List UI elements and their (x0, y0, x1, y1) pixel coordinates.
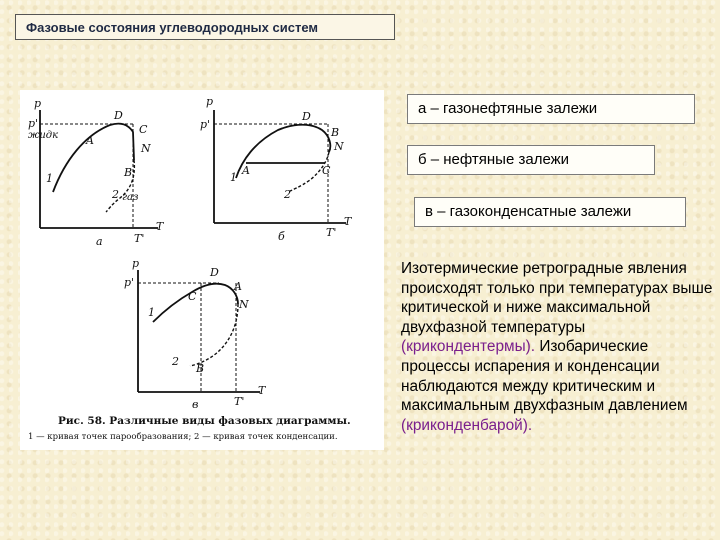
diagram-b-curve2-label: 2 (284, 188, 291, 201)
phase-diagrams-svg (20, 90, 384, 450)
diagram-b-a-label: A (242, 164, 250, 177)
label-v-gas-condensate: в – газоконденсатные залежи (414, 197, 686, 227)
diagram-a-p-label: p (34, 97, 42, 110)
figure-caption-line2: 1 — кривая точек парообразования; 2 — кривая точек конденсации. (28, 432, 338, 442)
diagram-v-pprime-label: p' (124, 276, 135, 289)
label-b-oil: б – нефтяные залежи (407, 145, 655, 175)
diagram-v-t-label: T (258, 384, 266, 397)
diagram-a-pprime-label: p' (28, 117, 39, 130)
diagram-a-tprime-label: T' (134, 232, 145, 245)
diagram-a-c-label: C (139, 123, 148, 136)
diagram-v (124, 257, 267, 411)
figure-caption-line1: Рис. 58. Различные виды фазовых диаграммы. (58, 415, 351, 427)
diagram-b-n-label: N (334, 140, 344, 153)
paragraph-text-2: Изобарические процессы испарения и конденсации наблюдаются между критическим и максимальным двухфазным давлением (401, 338, 688, 415)
diagram-v-c-label: C (188, 290, 197, 303)
cricondentherm-term: (крикондентермы). (401, 338, 536, 356)
diagram-a-n-label: N (141, 142, 151, 155)
diagram-b-curve1-label: 1 (230, 171, 237, 184)
diagram-a-gas-label: газ (122, 192, 139, 203)
diagram-b-pprime-label: p' (200, 118, 211, 131)
diagram-a-b-label: B (124, 166, 133, 179)
diagram-a-a-label: A (86, 134, 94, 147)
diagram-v-a-label: A (234, 280, 242, 293)
explanation-paragraph (401, 259, 719, 435)
diagram-a-liquid-label: жидк (28, 130, 59, 141)
diagram-v-sublabel: в (192, 398, 199, 411)
slide-title: Фазовые состояния углеводородных систем (15, 14, 395, 40)
diagram-a-curve1-label: 1 (46, 172, 53, 185)
diagram-b-t-label: T (344, 215, 352, 228)
diagram-v-d-label: D (210, 266, 219, 279)
diagram-b-bubble-curve (236, 125, 330, 178)
diagram-v-tprime-label: T' (234, 395, 245, 408)
diagram-b-tprime-label: T' (326, 226, 337, 239)
label-a-gas-oil: а – газонефтяные залежи (407, 94, 695, 124)
diagram-v-curve1-label: 1 (148, 306, 155, 319)
phase-diagrams-figure (20, 90, 384, 450)
diagram-v-curve2-label: 2 (172, 355, 179, 368)
diagram-v-p-label: p (132, 257, 140, 270)
cricondenbar-term: (криконденбарой). (401, 416, 533, 434)
paragraph-text-1: Изотермические ретроградные явления происходят только при температурах выше критической и ниже максимальной двухфазной температуры (401, 260, 713, 336)
diagram-v-b-label: B (196, 362, 205, 375)
diagram-a-sublabel: а (96, 235, 103, 248)
diagram-b-c-label: C (322, 164, 331, 177)
diagram-a-curve2-label: 2 (112, 188, 119, 201)
diagram-b-p-label: p (206, 95, 214, 108)
diagram-v-dew-curve (190, 304, 238, 366)
diagram-v-n-label: N (239, 298, 249, 311)
diagram-b-sublabel: б (278, 230, 285, 243)
diagram-a-t-label: T (156, 220, 164, 233)
diagram-b (200, 95, 353, 243)
diagram-a-d-label: D (114, 109, 123, 122)
diagram-a (28, 97, 165, 248)
diagram-b-b-label: B (331, 126, 340, 139)
diagram-b-d-label: D (302, 110, 311, 123)
